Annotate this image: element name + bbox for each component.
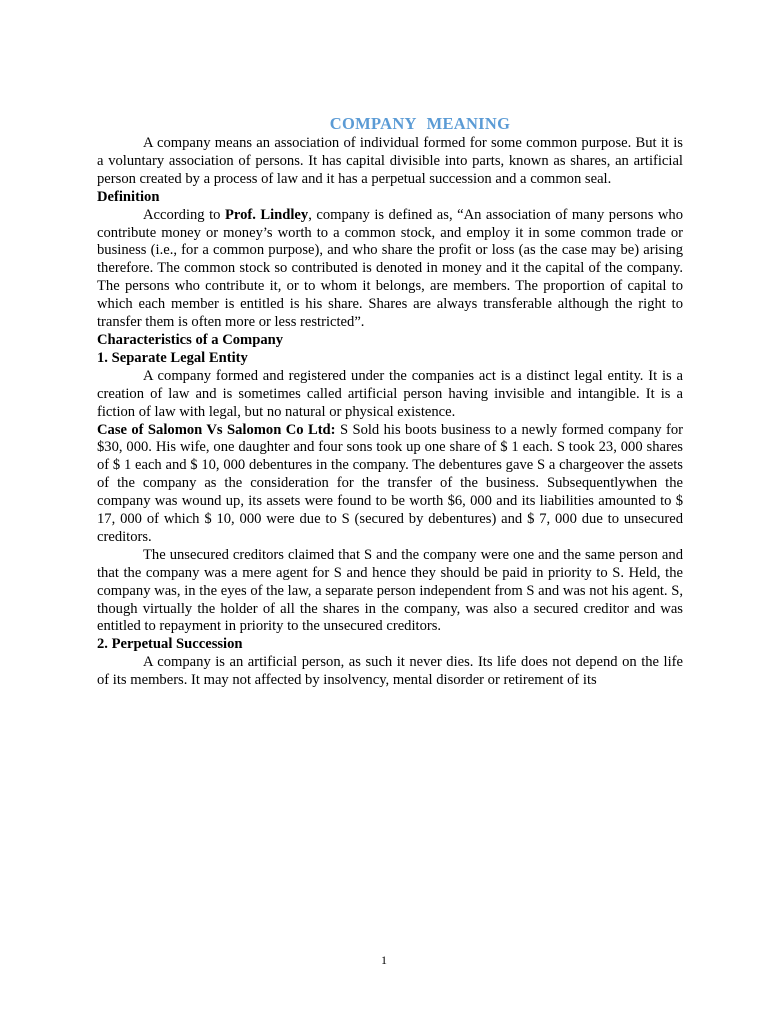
case-paragraph [97, 422, 683, 547]
meaning-paragraph: A company means an association of individual formed for some common purpose. But it is a voluntary association of persons. It has capital divisible into parts, known as shares, an artificial person created by a process of law and it has a perpetual succession and a common seal. [97, 135, 683, 187]
document-page [97, 114, 683, 690]
section-1-paragraph: A company formed and registered under the companies act is a distinct legal entity. It is a creation of law and is sometimes called artificial person having invisible and intangible. It is a fiction of law with legal, but no natural or physical existence. [97, 367, 683, 420]
section-2-paragraph: A company is an artificial person, as such it never dies. Its life does not depend on the life of its members. It may not affected by insolvency, mental disorder or retirement of its [97, 654, 683, 689]
page-title: COMPANY MEANING [329, 114, 511, 133]
case-text: S Sold his boots business to a newly formed company for $30, 000. His wife, one daughter and four sons took up one share of $ 1 each. S took 23, 000 shares of $ 1 each and $ 10, 000 debentures in the company. The debentures gave S a chargeover the assets of the company as the consideration for the transfer of the business. Subsequentlywhen the company was wound up, its assets were found to be worth $6, 000 and its liabilities amounted to $ 17, 000 of which $ 10, 000 were due to S (secured by debentures) and $ 7, 000 due to unsecured creditors. [97, 421, 684, 545]
definition-text: , company is defined as, “An association of many persons who contribute money or money’s worth to a common stock, and employ it in some common trade or business (i.e., for a common purpose), and who share the profit or loss (as the case may be) arising therefore. The common stock so contributed is denoted in money and it the capital of the company. The persons who contribute it, or to whom it belongs, are members. The proportion of capital to which each member is entitled is his share. Shares are always transferable although the right to transfer them is often more or less restricted”. [97, 206, 684, 331]
definition-paragraph [97, 207, 683, 332]
page-number: 1 [381, 953, 387, 967]
section-1-heading: 1. Separate Legal Entity [97, 349, 248, 366]
definition-heading: Definition [97, 188, 160, 205]
section-2-heading: 2. Perpetual Succession [97, 636, 243, 653]
case-followup-paragraph: The unsecured creditors claimed that S and the company were one and the same person and that the company was a mere agent for S and hence they should be paid in priority to S. Held, the company was, in the eyes of the law, a separate person independent from S and was not his agent. S, though virtually the holder of all the shares in the company, was also a secured creditor and was entitled to repayment in priority to the unsecured creditors. [97, 546, 683, 635]
definition-lead: According to [143, 206, 225, 223]
case-label: Case of Salomon Vs Salomon Co Ltd: [97, 421, 336, 438]
characteristics-heading: Characteristics of a Company [97, 331, 284, 348]
definition-author: Prof. Lindley [224, 206, 309, 223]
